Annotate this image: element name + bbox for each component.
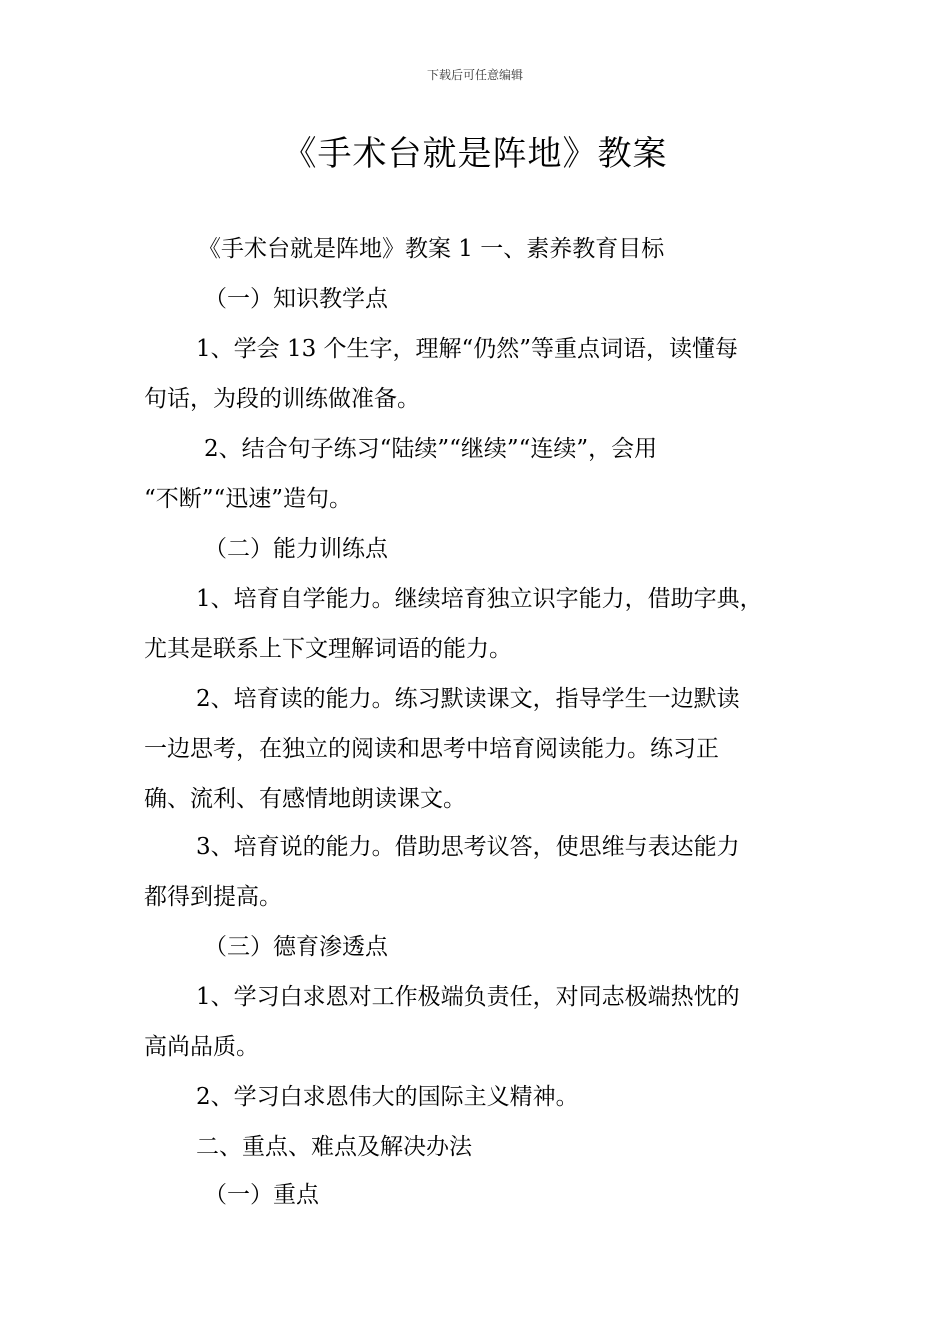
paragraph-moral-1 (144, 972, 844, 1072)
paragraph-ability-2 (144, 674, 844, 824)
section-heading-ability (204, 524, 904, 574)
paragraph-line: 2、培育读的能力。练习默读课文，指导学生一边默读 (196, 686, 740, 712)
paragraph-line: 1、学习白求恩对工作极端负责任，对同志极端热忱的 (196, 984, 740, 1010)
paragraph-line: 句话，为段的训练做准备。 (144, 386, 420, 412)
paragraph-line: 尤其是联系上下文理解词语的能力。 (144, 636, 512, 662)
section-heading-key-points (144, 1122, 844, 1172)
paragraph-line: 《手术台就是阵地》教案 1 一、素养教育目标 (198, 236, 665, 262)
paragraph-line: 3、培育说的能力。借助思考议答，使思维与表达能力 (196, 834, 740, 860)
paragraph-line: 高尚品质。 (144, 1034, 259, 1060)
paragraph-ability-3 (144, 822, 844, 922)
section-heading-moral (204, 922, 904, 972)
paragraph-objectives-intro (198, 224, 898, 274)
paragraph-line: 都得到提高。 (144, 884, 282, 910)
section-heading-knowledge (204, 274, 904, 324)
document-title: 《手术台就是阵地》教案 (282, 134, 668, 174)
paragraph-line: 一边思考，在独立的阅读和思考中培育阅读能力。练习正 (144, 736, 719, 762)
paragraph-knowledge-2 (144, 424, 844, 524)
paragraph-line: 2、学习白求恩伟大的国际主义精神。 (196, 1084, 579, 1110)
paragraph-line: （三）德育渗透点 (204, 934, 388, 960)
paragraph-line: 确、流利、有感情地朗读课文。 (144, 786, 466, 812)
paragraph-moral-2 (144, 1072, 844, 1122)
paragraph-line: 1、学会 13 个生字，理解“仍然”等重点词语，读懂每 (196, 336, 739, 362)
page-header-note: 下载后可任意编辑 (426, 68, 523, 82)
paragraph-line: （二）能力训练点 (204, 536, 388, 562)
paragraph-line: （一）重点 (204, 1182, 319, 1208)
paragraph-ability-1 (144, 574, 844, 674)
paragraph-knowledge-1 (144, 324, 844, 424)
paragraph-line: （一）知识教学点 (204, 286, 388, 312)
paragraph-line: “不断”“迅速”造句。 (144, 486, 353, 512)
section-heading-focus (204, 1170, 904, 1220)
paragraph-line: 二、重点、难点及解决办法 (196, 1134, 472, 1160)
paragraph-line: 2、结合句子练习“陆续”“继续”“连续”，会用 (204, 436, 658, 462)
paragraph-line: 1、培育自学能力。继续培育独立识字能力，借助字典， (196, 586, 763, 612)
